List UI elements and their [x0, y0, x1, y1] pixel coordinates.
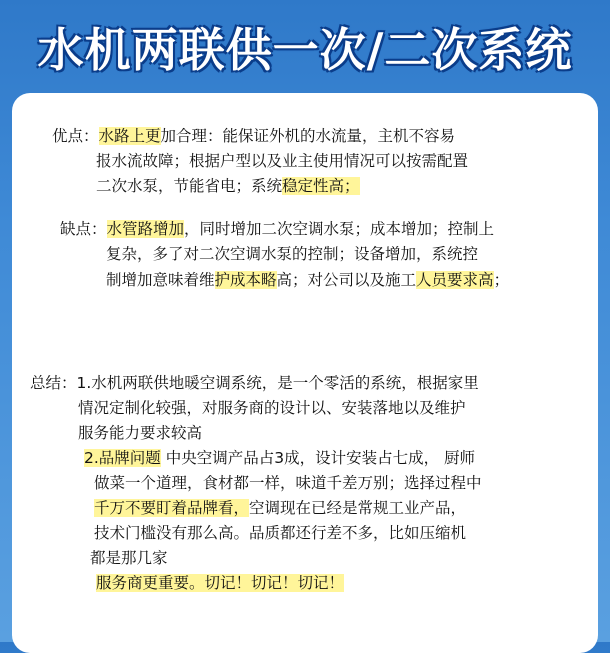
cons-line-1 — [60, 217, 494, 241]
cons-text-3b: 高；对公司以及施工 — [276, 271, 417, 289]
summary-text-6: 空调现在已经是常规工业产品， — [249, 499, 467, 517]
cons-label: 缺点： — [60, 220, 107, 238]
cons-text-3a: 制增加意味着维 — [106, 271, 215, 289]
summary-line-5: 做菜一个道理，食材都一样，味道千差万别；选择过程中 — [94, 474, 482, 492]
summary-line-3: 服务能力要求较高 — [78, 424, 203, 442]
cons-text-3c: ； — [493, 271, 510, 289]
cons-highlight-3: 人员要求高 — [416, 271, 494, 289]
pros-line-3 — [96, 174, 360, 198]
pros-highlight-1: 水路上更 — [98, 127, 161, 145]
summary-line-9 — [96, 571, 344, 595]
pros-line-2: 报水流故障；根据户型以及业主使用情况可以按需配置 — [96, 152, 469, 170]
summary-highlight-brand: 2.品牌问题 — [84, 449, 161, 467]
pros-highlight-2: 稳定性高； — [282, 177, 360, 195]
pros-line-1 — [52, 124, 455, 148]
summary-line-2: 情况定制化较强，对服务商的设计以、安装落地以及维护 — [78, 399, 466, 417]
summary-text-4: 中央空调产品占3成，设计安装占七成， 厨师 — [160, 449, 476, 467]
summary-highlight-2: 千万不要盯着品牌看， — [94, 499, 250, 517]
pros-text-3: 二次水泵，节能省电；系统 — [96, 177, 283, 195]
summary-line-6 — [94, 496, 466, 520]
cons-highlight-1: 水管路增加 — [106, 220, 185, 238]
pros-label: 优点： — [52, 127, 99, 145]
pros-text-1: 加合理：能保证外机的水流量，主机不容易 — [160, 127, 456, 145]
cons-text-1: ，同时增加二次空调水泵；成本增加；控制上 — [184, 220, 495, 238]
cons-highlight-2: 护成本略 — [214, 271, 277, 289]
summary-line-8: 都是那几家 — [90, 549, 168, 567]
summary-highlight-3: 服务商更重要。切记！切记！切记！ — [96, 574, 345, 592]
cons-line-2: 复杂，多了对二次空调水泵的控制；设备增加，系统控 — [106, 245, 479, 263]
summary-line-4 — [84, 446, 475, 470]
cons-line-3 — [106, 268, 509, 292]
summary-line-7: 技术门槛没有那么高。品质都还行差不多，比如压缩机 — [94, 524, 467, 542]
summary-line-1: 总结：1.水机两联供地暖空调系统，是一个零活的系统，根据家里 — [30, 374, 479, 392]
page-title: 水机两联供一次/二次系统 — [37, 23, 573, 77]
